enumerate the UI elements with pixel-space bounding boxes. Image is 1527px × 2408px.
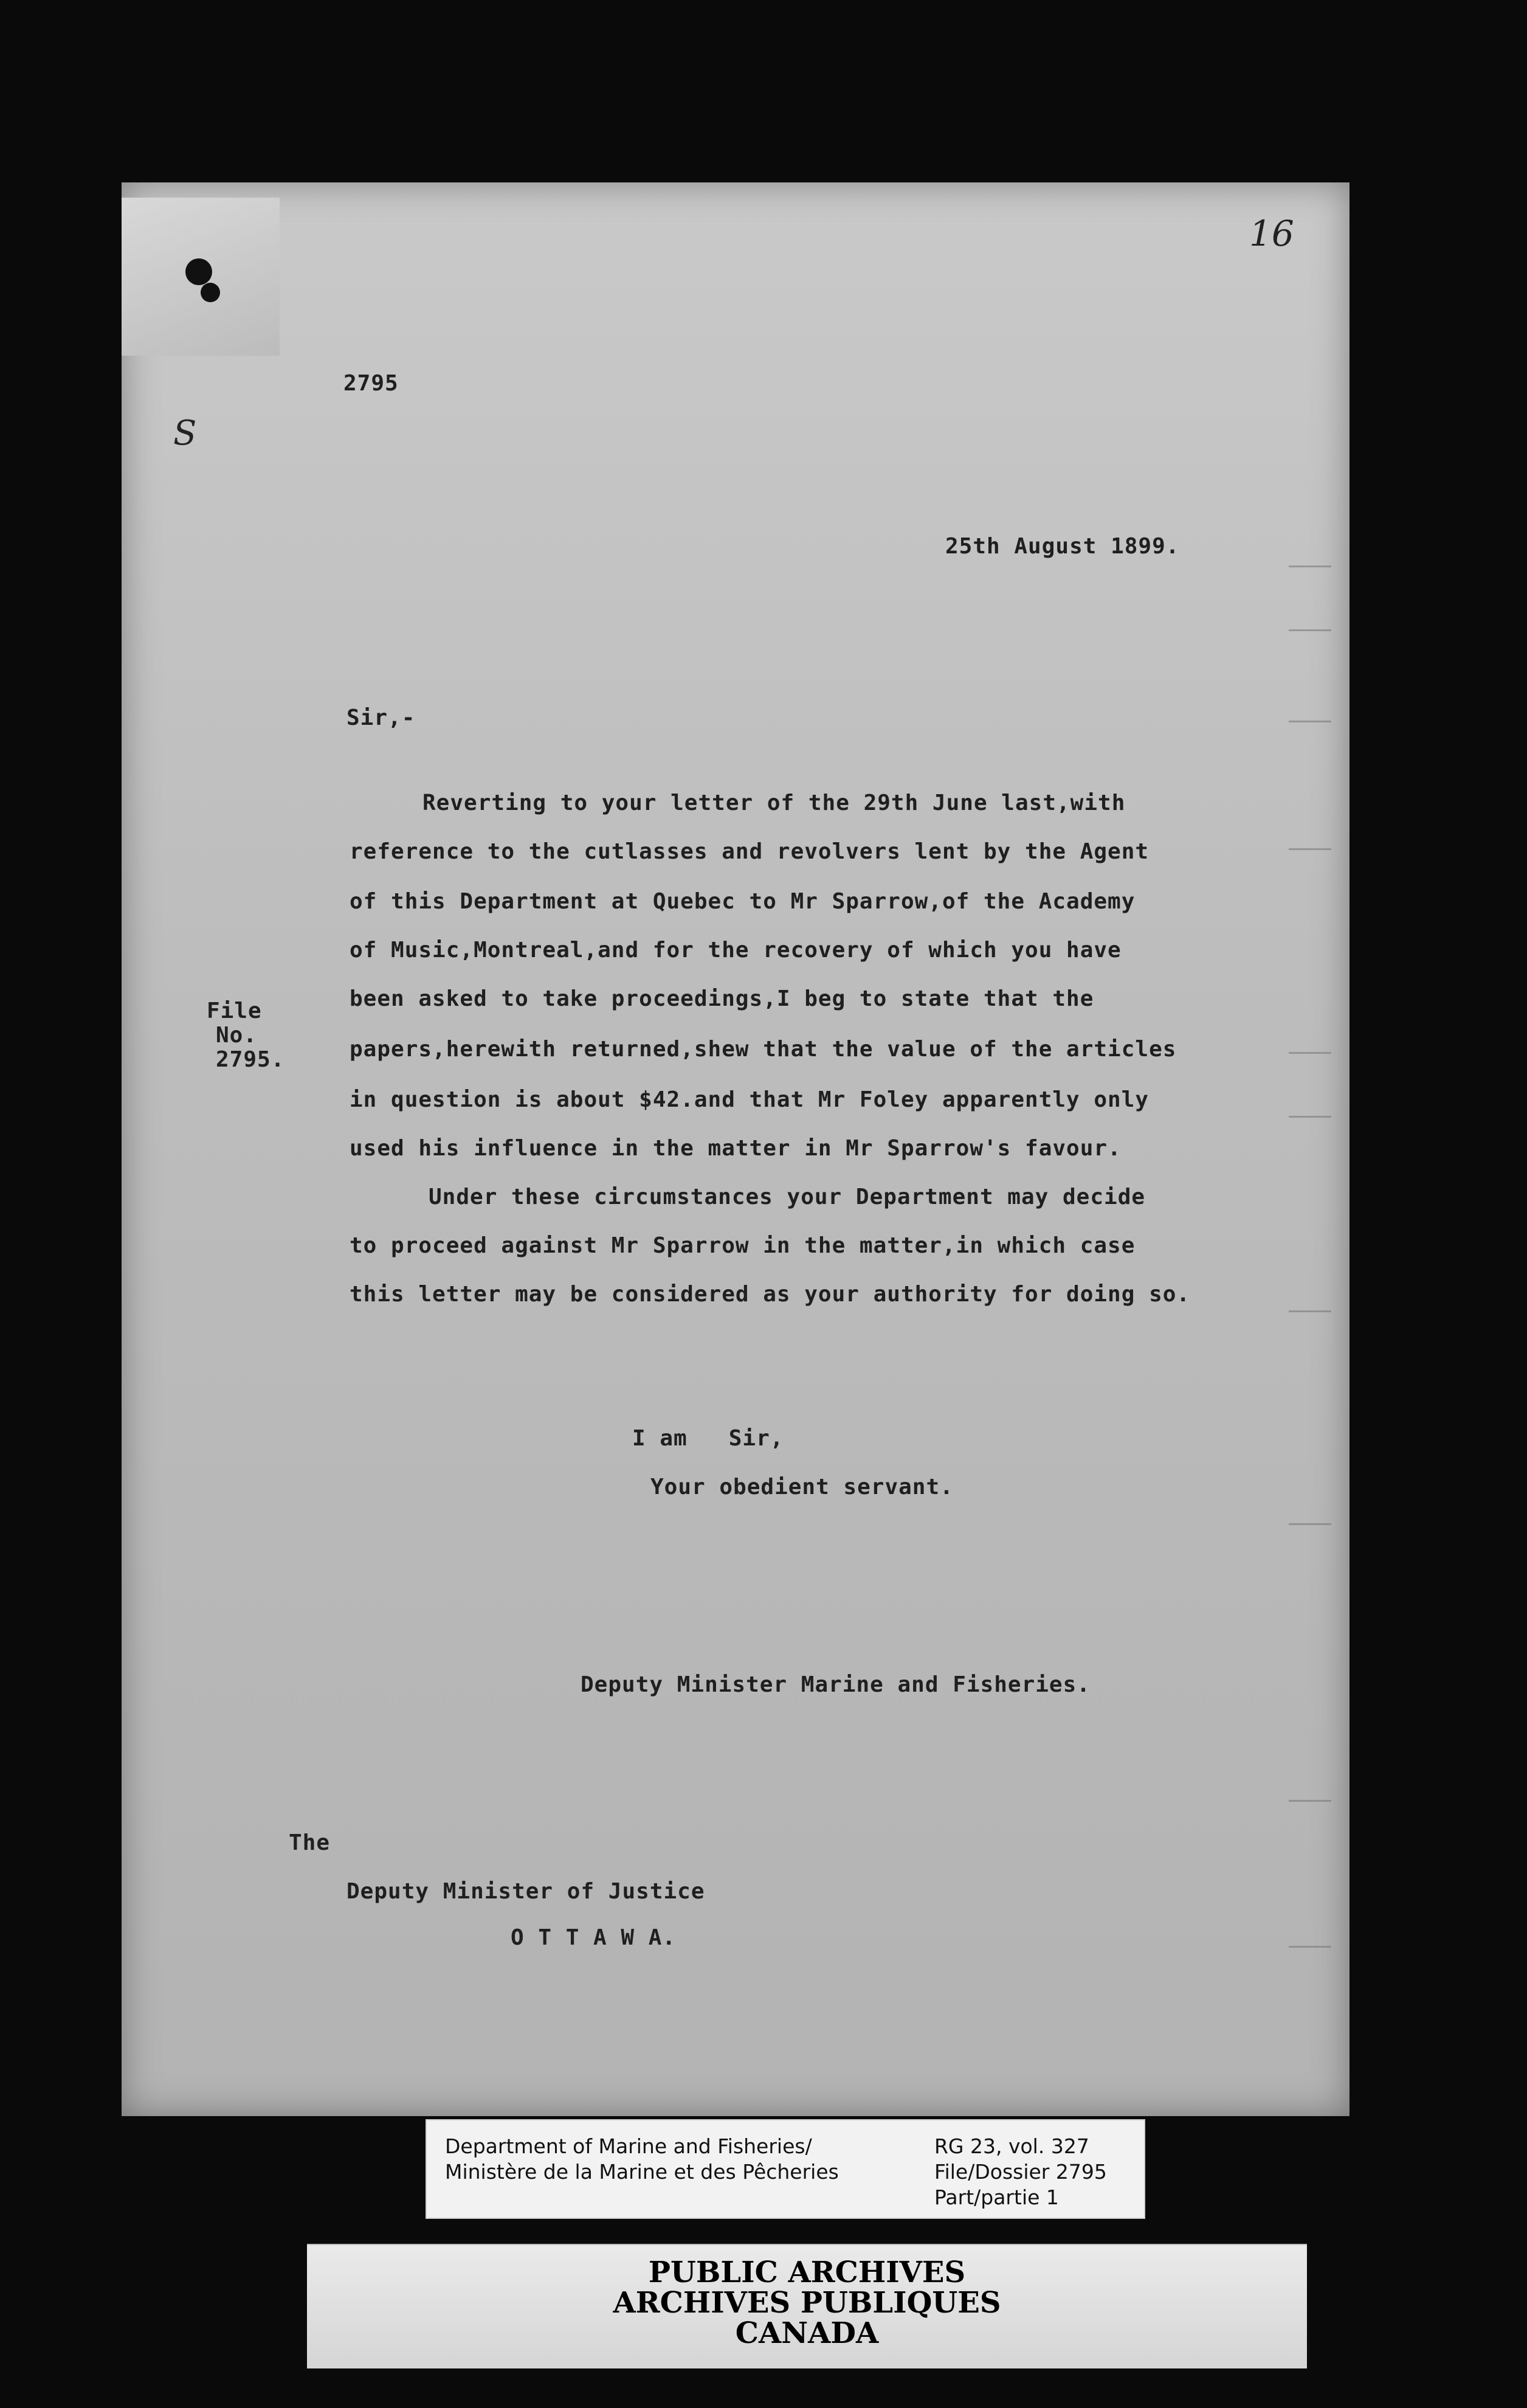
signature-title: Deputy Minister Marine and Fisheries. xyxy=(581,1672,1091,1697)
margin-note-number: 2795. xyxy=(216,1047,285,1072)
body-line: reference to the cutlasses and revolvers lent by the Agent xyxy=(350,839,1150,864)
edge-rule xyxy=(1289,566,1331,567)
body-line: papers,herewith returned,shew that the value of the articles xyxy=(350,1037,1177,1062)
margin-note-file: File xyxy=(207,998,262,1023)
edge-rule xyxy=(1289,848,1331,850)
file-reference: 2795 xyxy=(343,371,399,396)
edge-rule xyxy=(1289,1116,1331,1118)
body-line: of this Department at Quebec to Mr Sparrow,of the Academy xyxy=(350,889,1136,914)
addressee-name: Deputy Minister of Justice xyxy=(346,1879,705,1904)
edge-rule xyxy=(1289,1523,1331,1525)
edge-rule xyxy=(1289,1800,1331,1802)
closing-line-2: Your obedient servant. xyxy=(650,1475,954,1500)
department-line: Ministère de la Marine et des Pêcheries xyxy=(445,2160,839,2184)
stamp-line: ARCHIVES PUBLIQUES xyxy=(613,2286,1001,2320)
public-archives-stamp xyxy=(307,2244,1307,2368)
margin-mark: S xyxy=(173,413,197,453)
punch-hole xyxy=(201,283,220,302)
edge-rule xyxy=(1289,1310,1331,1312)
letter-page xyxy=(122,182,1349,2116)
handwritten-page-number: 16 xyxy=(1249,213,1294,254)
department-line: Department of Marine and Fisheries/ xyxy=(445,2134,812,2158)
body-line: this letter may be considered as your authority for doing so. xyxy=(350,1282,1191,1307)
reference-line: Part/partie 1 xyxy=(934,2185,1059,2209)
body-line: of Music,Montreal,and for the recovery of which you have xyxy=(350,938,1122,963)
reference-line: RG 23, vol. 327 xyxy=(934,2134,1089,2158)
body-line: in question is about $42.and that Mr Foley apparently only xyxy=(350,1087,1150,1112)
body-line: been asked to take proceedings,I beg to state that the xyxy=(350,986,1094,1011)
letter-date: 25th August 1899. xyxy=(945,534,1180,559)
body-line: used his influence in the matter in Mr Sparrow's favour. xyxy=(350,1136,1122,1161)
addressee-the: The xyxy=(289,1830,331,1855)
edge-rule xyxy=(1289,721,1331,722)
edge-rule xyxy=(1289,1052,1331,1054)
archive-reference-label xyxy=(426,2119,1145,2219)
body-line: Reverting to your letter of the 29th June last,with xyxy=(422,791,1126,815)
stamp-line: CANADA xyxy=(735,2316,879,2350)
body-line: to proceed against Mr Sparrow in the matter,in which case xyxy=(350,1233,1136,1258)
punch-hole xyxy=(185,258,212,285)
closing-line-1: I am Sir, xyxy=(632,1426,784,1451)
edge-rule xyxy=(1289,1946,1331,1948)
department-name xyxy=(445,2134,839,2185)
stamp-line: PUBLIC ARCHIVES xyxy=(648,2255,966,2289)
margin-note-no: No. xyxy=(216,1023,258,1048)
edge-rule xyxy=(1289,629,1331,631)
addressee-city: O T T A W A. xyxy=(511,1925,677,1950)
body-line: Under these circumstances your Department may decide xyxy=(429,1185,1146,1209)
salutation: Sir,- xyxy=(346,705,416,730)
record-reference xyxy=(934,2134,1107,2210)
reference-line: File/Dossier 2795 xyxy=(934,2160,1107,2184)
